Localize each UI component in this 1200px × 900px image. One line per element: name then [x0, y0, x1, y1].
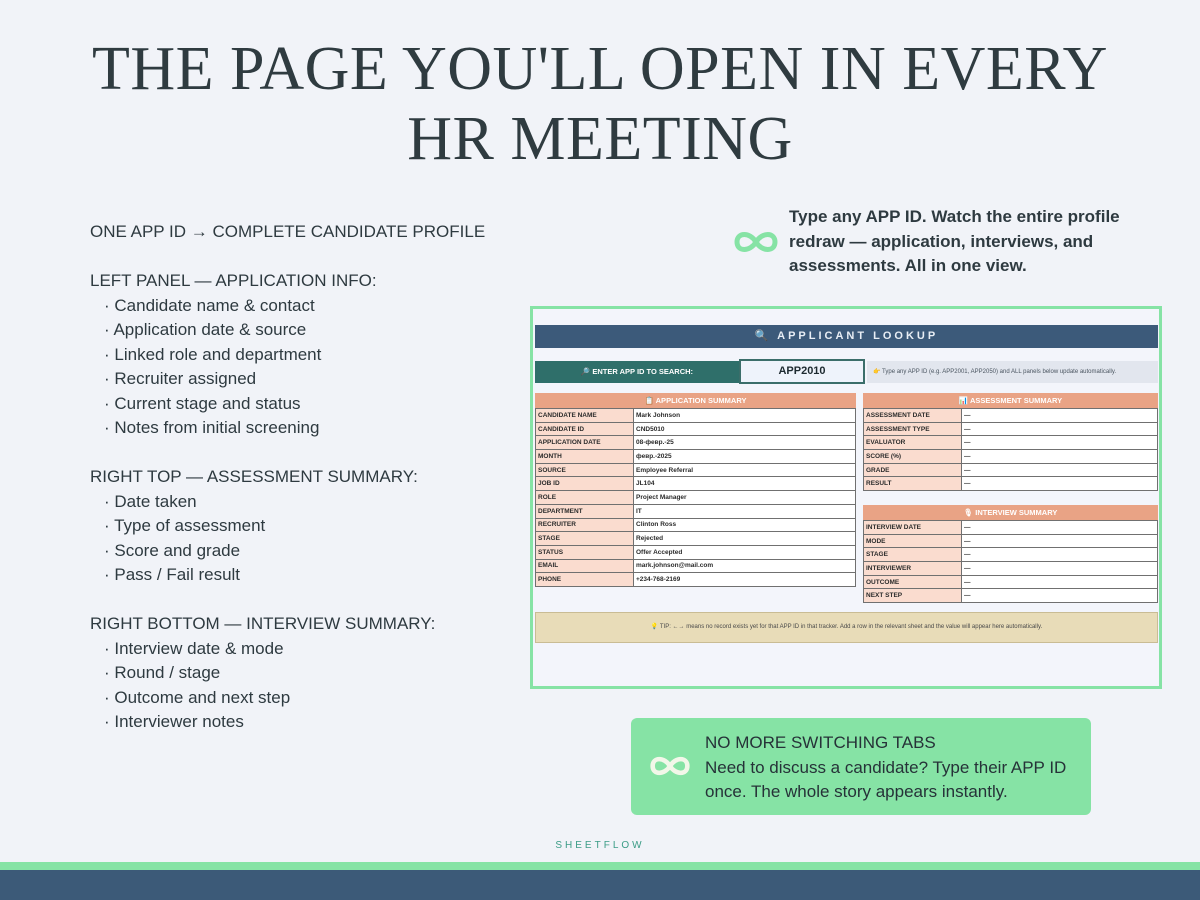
- section-left-panel: [90, 269, 520, 441]
- table-row: [536, 518, 856, 532]
- infinity-icon: [733, 229, 779, 255]
- assessment-summary-table: [863, 408, 1158, 491]
- field-value: mark.johnson@mail.com: [634, 559, 856, 573]
- list-item: · Score and grade: [104, 540, 241, 560]
- section-title: RIGHT TOP — ASSESSMENT SUMMARY:: [90, 467, 418, 486]
- field-value: —: [962, 409, 1158, 423]
- field-label: MODE: [864, 534, 962, 548]
- field-label: ASSESSMENT TYPE: [864, 422, 962, 436]
- footer-stripe-navy: [0, 870, 1200, 900]
- intro-line: ONE APP ID → COMPLETE CANDIDATE PROFILE: [90, 222, 486, 241]
- table-row: [536, 436, 856, 450]
- field-label: SCORE (%): [864, 450, 962, 464]
- field-value: Rejected: [634, 532, 856, 546]
- table-row: [864, 521, 1158, 535]
- enter-app-id-label: 🔎 ENTER APP ID TO SEARCH:: [535, 361, 739, 383]
- table-row: [536, 477, 856, 491]
- list-item: · Pass / Fail result: [104, 565, 241, 584]
- field-value: —: [962, 562, 1158, 576]
- infinity-icon: [649, 754, 691, 778]
- field-value: Clinton Ross: [634, 518, 856, 532]
- callout-title: NO MORE SWITCHING TABS: [705, 733, 936, 752]
- table-row: [864, 436, 1158, 450]
- table-row: [864, 534, 1158, 548]
- section-right-top: [90, 465, 520, 588]
- field-value: —: [962, 534, 1158, 548]
- field-label: STATUS: [536, 545, 634, 559]
- field-label: STAGE: [864, 548, 962, 562]
- field-label: DEPARTMENT: [536, 504, 634, 518]
- section-title: RIGHT BOTTOM — INTERVIEW SUMMARY:: [90, 614, 436, 633]
- field-value: Mark Johnson: [634, 409, 856, 423]
- table-row: [536, 559, 856, 573]
- table-row: [536, 573, 856, 587]
- field-value: —: [962, 436, 1158, 450]
- field-value: —: [962, 589, 1158, 603]
- callout-body: Need to discuss a candidate? Type their APP ID once. The whole story appears instantly.: [705, 757, 1067, 801]
- list-item: · Linked role and department: [104, 344, 322, 364]
- field-label: NEXT STEP: [864, 589, 962, 603]
- field-value: Project Manager: [634, 491, 856, 505]
- list-item: · Candidate name & contact: [104, 295, 315, 315]
- table-row: [536, 532, 856, 546]
- field-label: JOB ID: [536, 477, 634, 491]
- field-label: CANDIDATE ID: [536, 422, 634, 436]
- search-hint: 👉 Type any APP ID (e.g. APP2001, APP2050) and ALL panels below update automatically.: [867, 361, 1158, 383]
- field-label: CANDIDATE NAME: [536, 409, 634, 423]
- table-row: [536, 409, 856, 423]
- list-item: · Date taken: [104, 491, 197, 511]
- tip-banner: 💡 TIP: ←→ means no record exists yet for that APP ID in that tracker. Add a row in the relevant sheet and the value will appear here automatically.: [535, 612, 1158, 643]
- field-label: APPLICATION DATE: [536, 436, 634, 450]
- section-title: LEFT PANEL — APPLICATION INFO:: [90, 271, 377, 290]
- application-summary-table: [535, 408, 856, 587]
- table-row: [536, 450, 856, 464]
- interview-summary-table: [863, 520, 1158, 603]
- table-row: [864, 548, 1158, 562]
- field-value: —: [962, 477, 1158, 491]
- interview-summary-header: 🎙 INTERVIEW SUMMARY: [863, 505, 1158, 520]
- field-label: PHONE: [536, 573, 634, 587]
- callout-text: Type any APP ID. Watch the entire profile redraw — application, interviews, and assessments. All in one view.: [789, 207, 1120, 275]
- field-value: —: [962, 521, 1158, 535]
- field-label: SOURCE: [536, 463, 634, 477]
- table-row: [864, 477, 1158, 491]
- field-value: +234-768-2169: [634, 573, 856, 587]
- table-row: [864, 463, 1158, 477]
- list-item: · Interview date & mode: [104, 638, 284, 658]
- field-label: INTERVIEW DATE: [864, 521, 962, 535]
- headline-line-1: THE PAGE YOU'LL OPEN IN EVERY: [92, 35, 1108, 103]
- field-value: февр.-2025: [634, 450, 856, 464]
- field-label: INTERVIEWER: [864, 562, 962, 576]
- table-row: [864, 562, 1158, 576]
- field-label: OUTCOME: [864, 575, 962, 589]
- table-row: [536, 504, 856, 518]
- field-value: Employee Referral: [634, 463, 856, 477]
- field-label: EMAIL: [536, 559, 634, 573]
- list-item: · Notes from initial screening: [104, 418, 320, 437]
- list-item: · Outcome and next step: [104, 687, 291, 707]
- applicant-lookup-screenshot: [530, 306, 1162, 689]
- field-value: —: [962, 450, 1158, 464]
- feature-list: [90, 220, 520, 759]
- field-label: RECRUITER: [536, 518, 634, 532]
- brand-wordmark: SHEETFLOW: [555, 840, 645, 851]
- table-row: [864, 422, 1158, 436]
- assessment-summary-header: 📊 ASSESSMENT SUMMARY: [863, 393, 1158, 408]
- table-row: [536, 491, 856, 505]
- field-value: 08-февр.-25: [634, 436, 856, 450]
- field-value: —: [962, 548, 1158, 562]
- list-item: · Round / stage: [104, 663, 221, 682]
- field-value: CND5010: [634, 422, 856, 436]
- table-row: [536, 463, 856, 477]
- callout-no-more-tabs: [631, 718, 1091, 815]
- field-label: GRADE: [864, 463, 962, 477]
- lookup-title-bar: 🔍 APPLICANT LOOKUP: [535, 325, 1158, 348]
- table-row: [864, 450, 1158, 464]
- list-item: · Application date & source: [104, 320, 307, 339]
- field-value: Offer Accepted: [634, 545, 856, 559]
- footer-stripe-green: [0, 862, 1200, 870]
- field-label: ASSESSMENT DATE: [864, 409, 962, 423]
- app-id-input[interactable]: APP2010: [739, 359, 865, 384]
- table-row: [864, 409, 1158, 423]
- headline-line-2: HR MEETING: [407, 105, 793, 173]
- list-item: · Current stage and status: [104, 393, 301, 413]
- table-row: [864, 589, 1158, 603]
- field-label: STAGE: [536, 532, 634, 546]
- field-value: —: [962, 463, 1158, 477]
- field-value: —: [962, 422, 1158, 436]
- field-value: IT: [634, 504, 856, 518]
- field-label: ROLE: [536, 491, 634, 505]
- field-label: RESULT: [864, 477, 962, 491]
- callout-text: [705, 731, 1075, 805]
- list-item: · Interviewer notes: [104, 712, 244, 731]
- field-value: JL104: [634, 477, 856, 491]
- application-summary-header: 📋 APPLICATION SUMMARY: [535, 393, 856, 408]
- field-value: —: [962, 575, 1158, 589]
- table-row: [536, 545, 856, 559]
- field-label: MONTH: [536, 450, 634, 464]
- page-headline: [0, 34, 1200, 174]
- list-item: · Recruiter assigned: [104, 369, 257, 388]
- list-item: · Type of assessment: [104, 516, 266, 535]
- table-row: [864, 575, 1158, 589]
- table-row: [536, 422, 856, 436]
- section-right-bottom: [90, 612, 520, 735]
- field-label: EVALUATOR: [864, 436, 962, 450]
